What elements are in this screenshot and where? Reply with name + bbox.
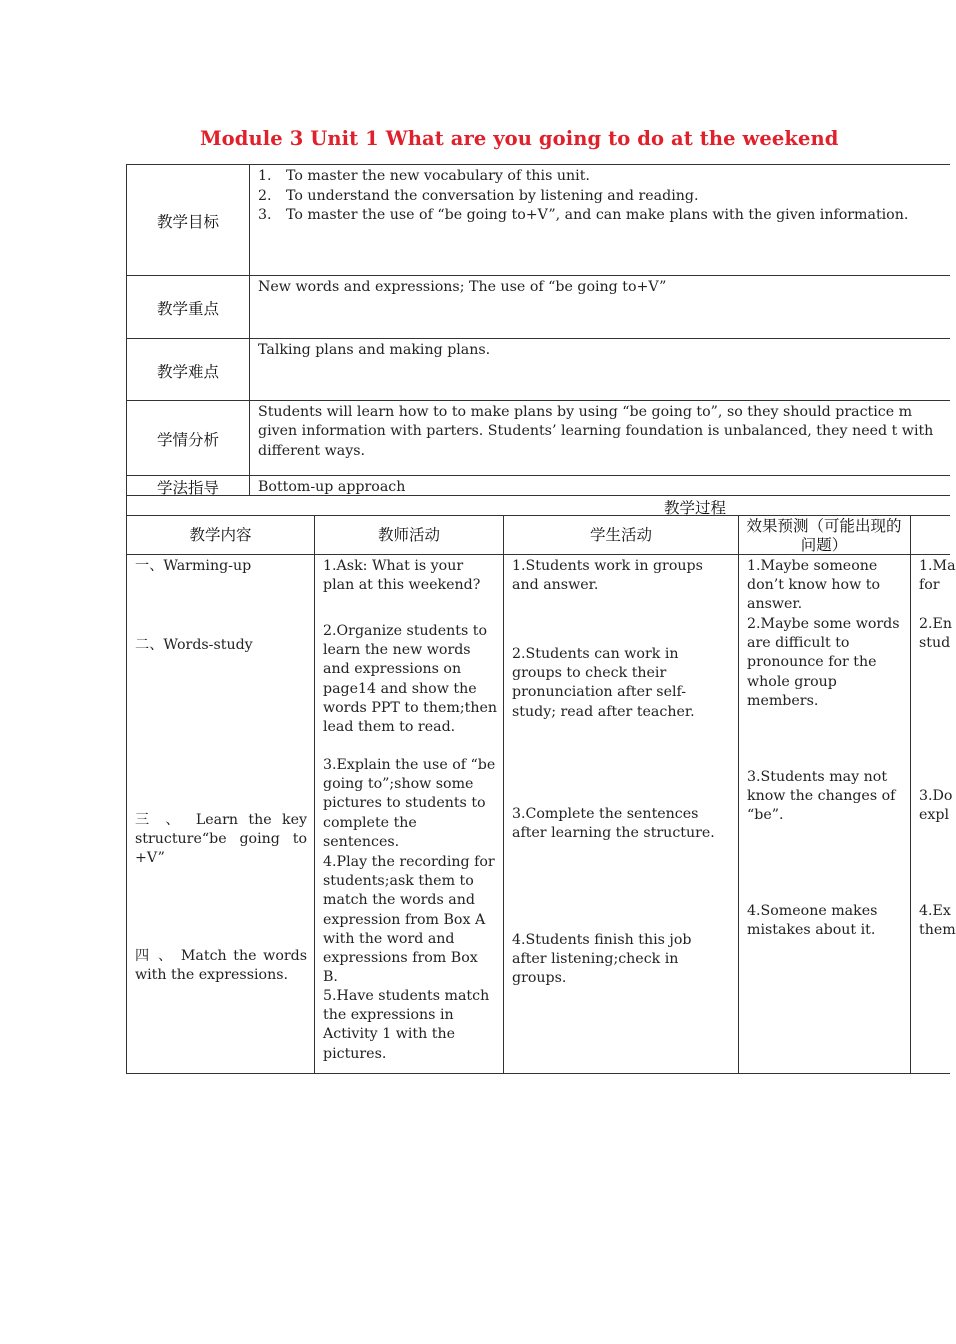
list-item: 3. To master the use of “be going to+V”, and can make plans with the given information.	[258, 207, 909, 224]
difficulties-label: 教学难点	[156, 363, 219, 381]
student-step-1: 1.Students work in groups and answer.	[512, 558, 703, 594]
objectives-list	[258, 167, 908, 226]
label-divider	[249, 164, 250, 495]
extra-item-3: 3.Do expl	[919, 788, 953, 824]
analysis-text: Students will learn how to to make plans by using “be going to”, so they should practice m given information with parters. Students’ learning foundation is unbalanced, they need t with different ways.	[258, 404, 934, 459]
column-divider	[910, 515, 911, 1074]
teacher-step-4: 4.Play the recording for students;ask them to match the words and expression from Box A with the word and expressions from Box B.	[323, 854, 495, 986]
extra-item-2: 2.En stud	[919, 616, 953, 652]
extra-item-1: 1.Ma for	[919, 558, 956, 594]
teacher-step-1: 1.Ask: What is your plan at this weekend?	[323, 558, 481, 594]
header-student: 学生活动	[589, 526, 652, 544]
analysis-label: 学情分析	[156, 431, 219, 449]
process-title: 教学过程	[663, 499, 726, 517]
row-divider	[126, 495, 950, 496]
content-item-match: 四 、 Match the words with the expressions.	[135, 948, 307, 984]
content-item-words: 二、Words-study	[135, 637, 253, 653]
list-item: 2. To understand the conversation by listening and reading.	[258, 187, 699, 204]
table-border-bottom	[126, 1073, 950, 1074]
list-item: 1. To master the new vocabulary of this unit.	[258, 168, 590, 184]
header-effect: 效果预测（可能出现的问题）	[746, 517, 902, 554]
effect-item-1: 1.Maybe someone don’t know how to answer.	[747, 558, 880, 613]
teacher-step-5: 5.Have students match the expressions in Activity 1 with the pictures.	[323, 988, 490, 1062]
method-text: Bottom-up approach	[258, 479, 406, 495]
key-points-label: 教学重点	[156, 300, 219, 318]
objectives-label: 教学目标	[156, 213, 219, 231]
content-item-warmup: 一、Warming-up	[135, 558, 252, 574]
effect-item-2: 2.Maybe some words are difficult to pronounce for the whole group members.	[747, 616, 900, 709]
column-divider	[738, 515, 739, 1074]
method-label: 学法指导	[156, 479, 219, 497]
extra-item-4: 4.Ex them	[919, 903, 956, 939]
content-item-structure: 三 、 Learn the key structure“be going to +V”	[135, 812, 307, 867]
difficulties-text: Talking plans and making plans.	[258, 342, 491, 358]
teacher-step-3: 3.Explain the use of “be going to”;show some pictures to students to complete the sentences.	[323, 757, 496, 850]
student-step-3: 3.Complete the sentences after learning the structure.	[512, 806, 715, 842]
column-divider	[314, 515, 315, 1074]
student-step-4: 4.Students finish this job after listening;check in groups.	[512, 932, 692, 987]
header-teacher: 教师活动	[377, 526, 440, 544]
key-points-text: New words and expressions; The use of “be going to+V”	[258, 279, 667, 295]
effect-item-4: 4.Someone makes mistakes about it.	[747, 903, 878, 939]
row-divider	[126, 515, 950, 516]
page-title: Module 3 Unit 1 What are you going to do at the weekend	[200, 127, 839, 150]
effect-item-3: 3.Students may not know the changes of “be”.	[747, 769, 896, 824]
student-step-2: 2.Students can work in groups to check their pronunciation after self-study; read after teacher.	[512, 646, 695, 720]
header-content: 教学内容	[189, 526, 252, 544]
teacher-step-2: 2.Organize students to learn the new words and expressions on page14 and show the words PPT to them;then lead them to read.	[323, 623, 497, 736]
column-divider	[503, 515, 504, 1074]
